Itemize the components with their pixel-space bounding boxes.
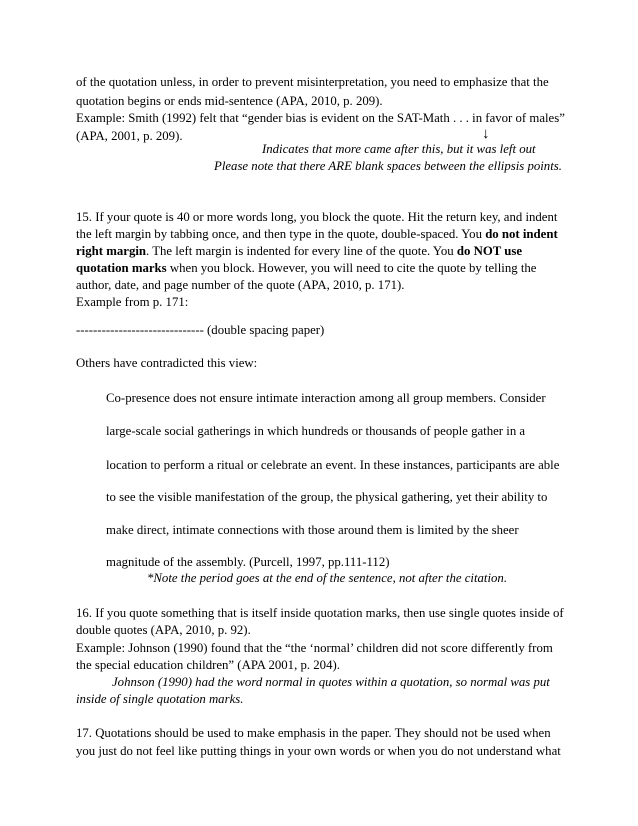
text-line: 17. Quotations should be used to make emphasis in the paper. They should not be used when	[76, 726, 551, 740]
block-quote-line: Co-presence does not ensure intimate interaction among all group members. Consider	[106, 391, 546, 405]
bold-text: do not indent	[485, 227, 558, 241]
annotation-note: *Note the period goes at the end of the sentence, not after the citation.	[147, 571, 508, 585]
text-line: you just do not feel like putting things in your own words or when you do not understand what	[76, 744, 561, 758]
text-line: ------------------------------ (double spacing paper)	[76, 323, 325, 337]
text-line: quotation begins or ends mid-sentence (APA, 2010, p. 209).	[76, 94, 383, 108]
text-line	[76, 260, 536, 276]
text-line	[76, 243, 522, 259]
bold-text: right margin	[76, 244, 147, 258]
block-quote-line: large-scale social gatherings in which hundreds or thousands of people gather in a	[106, 424, 526, 438]
block-quote-line: make direct, intimate connections with those around them is limited by the sheer	[106, 523, 519, 537]
block-quote-line: location to perform a ritual or celebrate an event. In these instances, participants are able	[106, 458, 560, 472]
text-line: Example from p. 171:	[76, 295, 189, 309]
text-line: 16. If you quote something that is itself inside quotation marks, then use single quotes inside of	[76, 606, 564, 620]
block-quote-line: magnitude of the assembly. (Purcell, 1997, pp.111-112)	[106, 555, 390, 569]
block-quote-line: to see the visible manifestation of the group, the physical gathering, yet their ability to	[106, 490, 548, 504]
text-line: 15. If your quote is 40 or more words long, you block the quote. Hit the return key, and indent	[76, 210, 558, 224]
annotation-note: Please note that there ARE blank spaces between the ellipsis points.	[214, 159, 562, 173]
annotation-note: Johnson (1990) had the word normal in quotes within a quotation, so normal was put	[112, 675, 550, 689]
bold-text: quotation marks	[76, 261, 167, 275]
bold-text: do NOT use	[456, 244, 523, 258]
text-line: Example: Johnson (1990) found that the “the ‘normal’ children did not score differently from	[76, 641, 553, 655]
text-span: the left margin by tabbing once, and then type in the quote, double-spaced. You	[76, 227, 486, 241]
text-line: (APA, 2001, p. 209).	[76, 129, 183, 143]
text-line: author, date, and page number of the quote (APA, 2010, p. 171).	[76, 278, 405, 292]
annotation-note: inside of single quotation marks.	[76, 692, 244, 706]
text-line: Others have contradicted this view:	[76, 356, 258, 370]
text-line: the special education children” (APA 2001, p. 204).	[76, 658, 340, 672]
text-line	[76, 226, 558, 242]
down-arrow-icon: ↓	[482, 126, 490, 142]
text-line: Example: Smith (1992) felt that “gender bias is evident on the SAT-Math . . . in favor of males”	[76, 111, 565, 125]
text-line: double quotes (APA, 2010, p. 92).	[76, 623, 251, 637]
text-span: when you block. However, you will need to cite the quote by telling the	[166, 261, 537, 275]
text-line: of the quotation unless, in order to prevent misinterpretation, you need to emphasize that the	[76, 75, 549, 89]
annotation-note: Indicates that more came after this, but it was left out	[262, 142, 536, 156]
text-span: . The left margin is indented for every line of the quote. You	[146, 244, 457, 258]
